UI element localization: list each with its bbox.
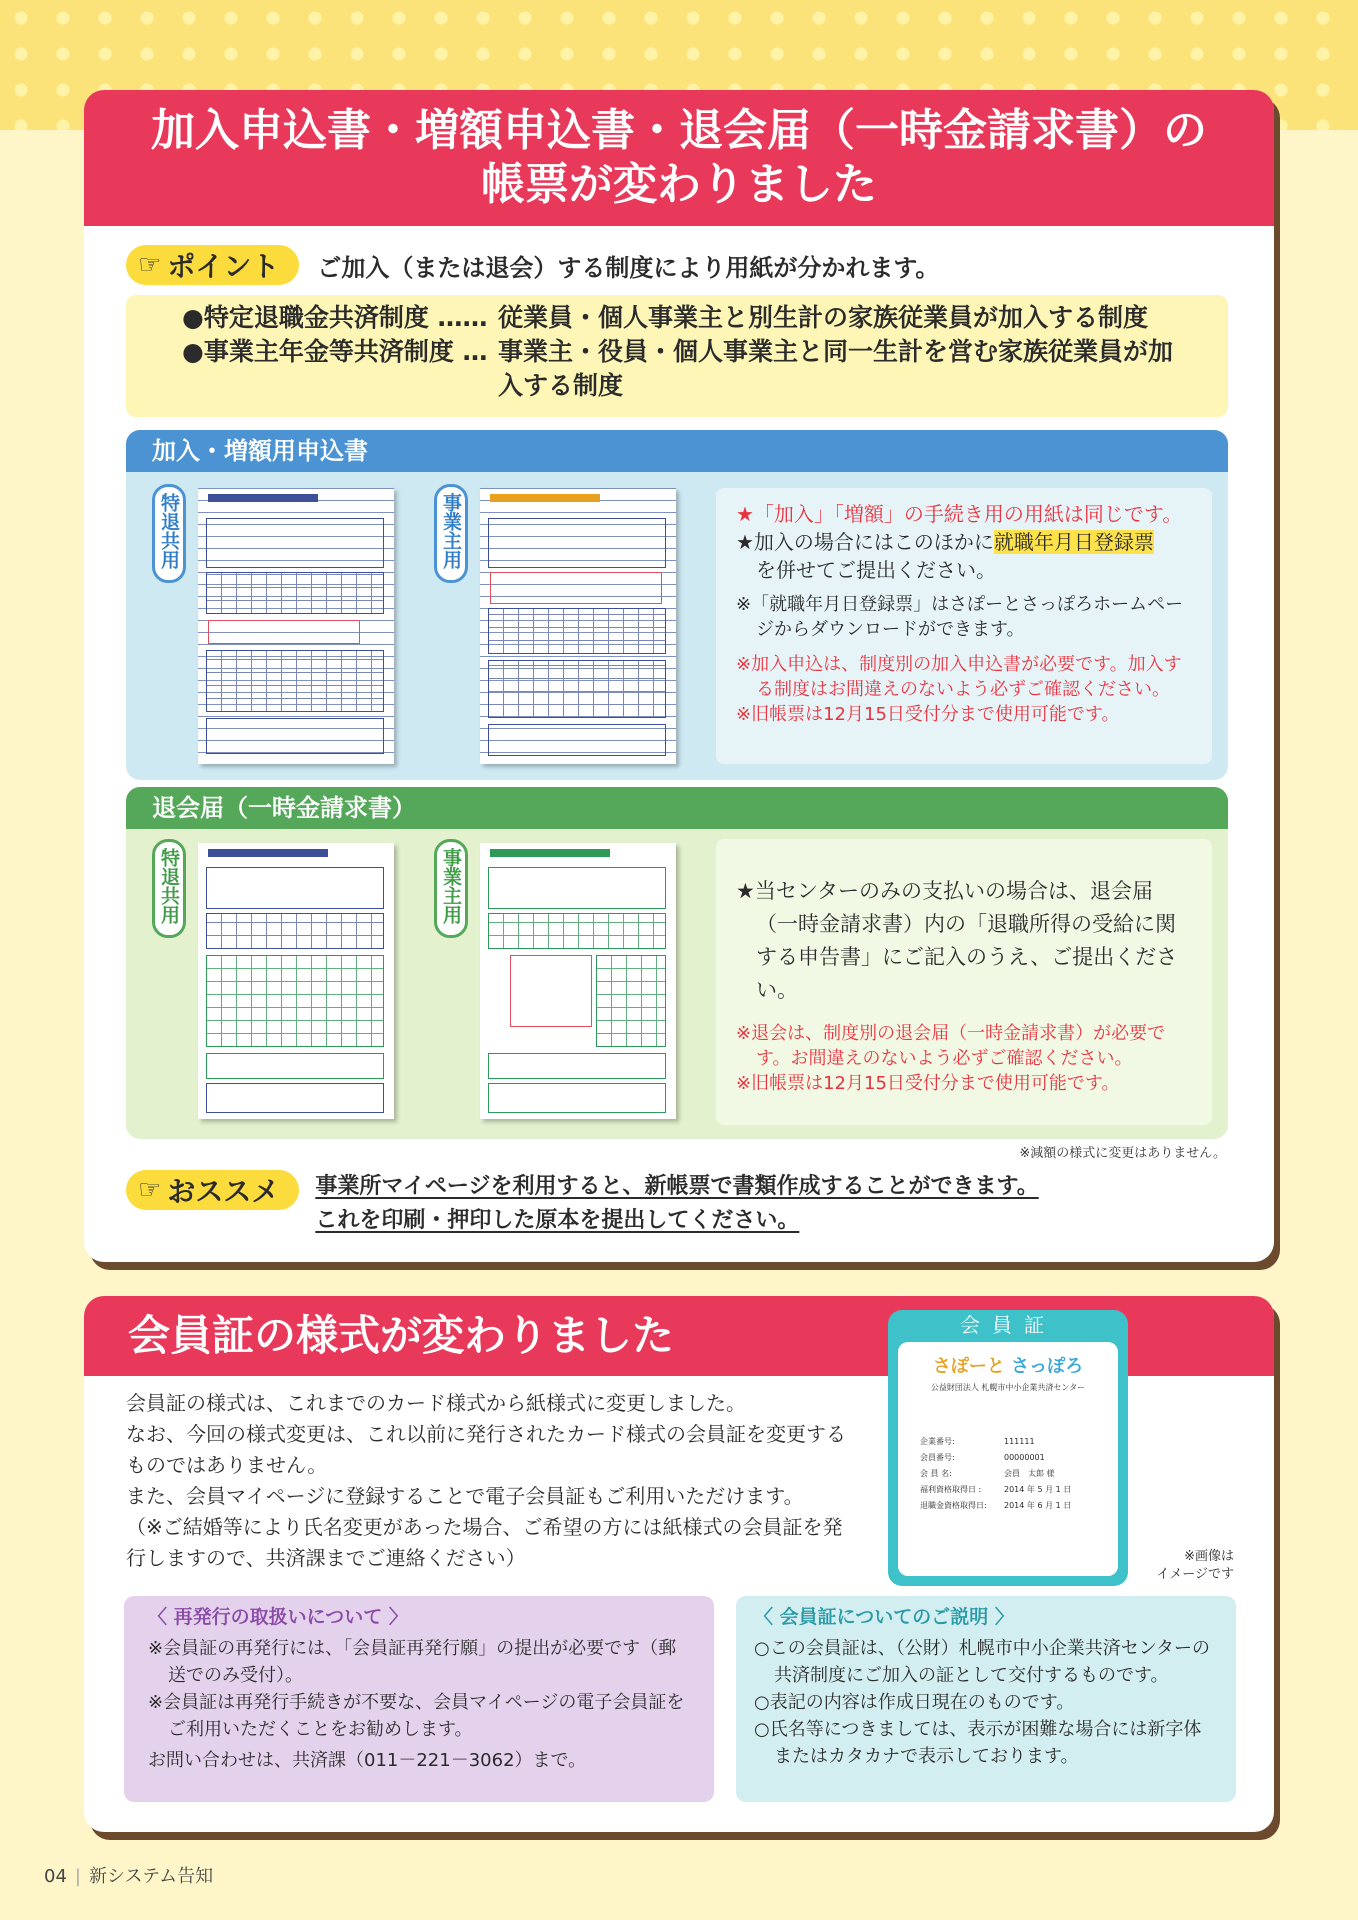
join-form-tokutaikyo-image <box>198 488 394 764</box>
recommend-text: 事業所マイページを利用すると、新帳票で書類作成することができます。 これを印刷・押印した原本を提出してください。 <box>315 1174 1039 1233</box>
member-card-image: 会員証 さぽーと さっぽろ 公益財団法人 札幌市中小企業共済センター 企業番号: 111111 会員番号: 00000001 会 員 名: 会員 太郎 様 福利資格取得日 : 2014 年 5 月 1 日 退職金資格取得日: 2014 年 6 月 1 日 <box>888 1310 1128 1586</box>
tag-jigyonushi: 事業主用 <box>434 839 468 938</box>
pointing-hand-icon: ☞ <box>138 1175 162 1205</box>
withdraw-forms-panel <box>126 787 1228 1139</box>
join-form-jigyonushi-image <box>480 488 676 764</box>
forms-notice-card <box>84 90 1274 1262</box>
system-row: ●特定退職金共済制度 …… 従業員・個人事業主と別生計の家族従業員が加入する制度 <box>182 303 1149 332</box>
point-badge: ☞ ポイント <box>126 245 299 285</box>
withdraw-form-tokutaikyo-image <box>198 843 394 1119</box>
image-note: ※画像は イメージです <box>1156 1549 1234 1582</box>
withdraw-notes: ★当センターのみの支払いの場合は、退会届（一時金請求書）内の「退職所得の受給に関する申告書」にご記入のうえ、ご提出ください。 ※退会は、制度別の退会届（一時金請求書）が必要です。お間違えのないよう必ずご確認ください。 ※旧帳票は12月15日受付分まで使用可能です。 <box>716 839 1212 1125</box>
sapporo-logo: さぽーと さっぽろ <box>932 1356 1084 1377</box>
pointing-hand-icon: ☞ <box>138 250 162 280</box>
reduction-note: ※減額の様式に変更はありません。 <box>1019 1146 1226 1161</box>
tag-tokutaikyo: 特退共用 <box>152 839 186 938</box>
tag-jigyonushi: 事業主用 <box>434 484 468 583</box>
explanation-box: 〈 会員証についてのご説明 〉 ○この会員証は、（公財）札幌市中小企業共済センターの共済制度にご加入の証として交付するものです。 ○表記の内容は作成日現在のものです。 ○氏名等につきましては、表示が困難な場合には新字体またはカタカナで表示しております。 <box>736 1596 1236 1802</box>
withdraw-form-jigyonushi-image <box>480 843 676 1119</box>
member-card-fields: 企業番号: 111111 会員番号: 00000001 会 員 名: 会員 太郎 様 福利資格取得日 : 2014 年 5 月 1 日 退職金資格取得日: 2014 年 6 月 1 日 <box>920 1437 1072 1510</box>
system-row: ●事業主年金等共済制度 … 事業主・役員・個人事業主と同一生計を営む家族従業員が加入する制度 <box>182 337 1174 400</box>
join-forms-panel <box>126 430 1228 780</box>
reissue-box: 〈 再発行の取扱いについて 〉 ※会員証の再発行には、「会員証再発行願」の提出が必要です（郵送でのみ受付）。 ※会員証は再発行手続きが不要な、会員マイページの電子会員証をご利用いただくことをお勧めします。 お問い合わせは、共済課（011－221－3062）まで。 <box>124 1596 714 1802</box>
join-notes: ★「加入」「増額」の手続き用の用紙は同じです。 ★加入の場合にはこのほかに就職年月日登録票 を併せてご提出ください。 ※「就職年月日登録票」はさぽーとさっぽろホームページからダウンロードができます。 ※加入申込は、制度別の加入申込書が必要です。加入する制度はお間違えのないよう必ずご確認ください。 ※旧帳票は12月15日受付分まで使用可能です。 <box>716 488 1212 764</box>
member-card-body: 会員証の様式は、これまでのカード様式から紙様式に変更しました。 なお、今回の様式変更は、これ以前に発行されたカード様式の会員証を変更するものではありません。 また、会員マイページに登録することで電子会員証もご利用いただけます。 （※ご結婚等により氏名変更があった場合、ご希望の方には紙様式の会員証を発行しますので、共済課までご連絡ください） <box>126 1391 846 1570</box>
member-card-notice <box>84 1296 1274 1832</box>
page-number: 04 <box>44 1866 67 1887</box>
recommend-badge: ☞ おススメ <box>126 1170 299 1210</box>
footer-title: 新システム告知 <box>88 1866 214 1887</box>
point-text: ご加入（または退会）する制度により用紙が分かれます。 <box>317 253 940 282</box>
withdraw-forms-heading: 退会届（一時金請求書） <box>126 787 1228 829</box>
join-forms-heading: 加入・増額用申込書 <box>126 430 1228 472</box>
page-footer: 04 | 新システム告知 <box>44 1866 214 1887</box>
recommend-row <box>126 1170 1039 1238</box>
forms-notice-title: 加入申込書・増額申込書・退会届（一時金請求書）の 帳票が変わりました <box>84 90 1274 226</box>
member-card-title: 会員証の様式が変わりました <box>84 1296 1274 1376</box>
point-row <box>126 245 939 285</box>
tag-tokutaikyo: 特退共用 <box>152 484 186 583</box>
systems-box <box>126 295 1228 417</box>
